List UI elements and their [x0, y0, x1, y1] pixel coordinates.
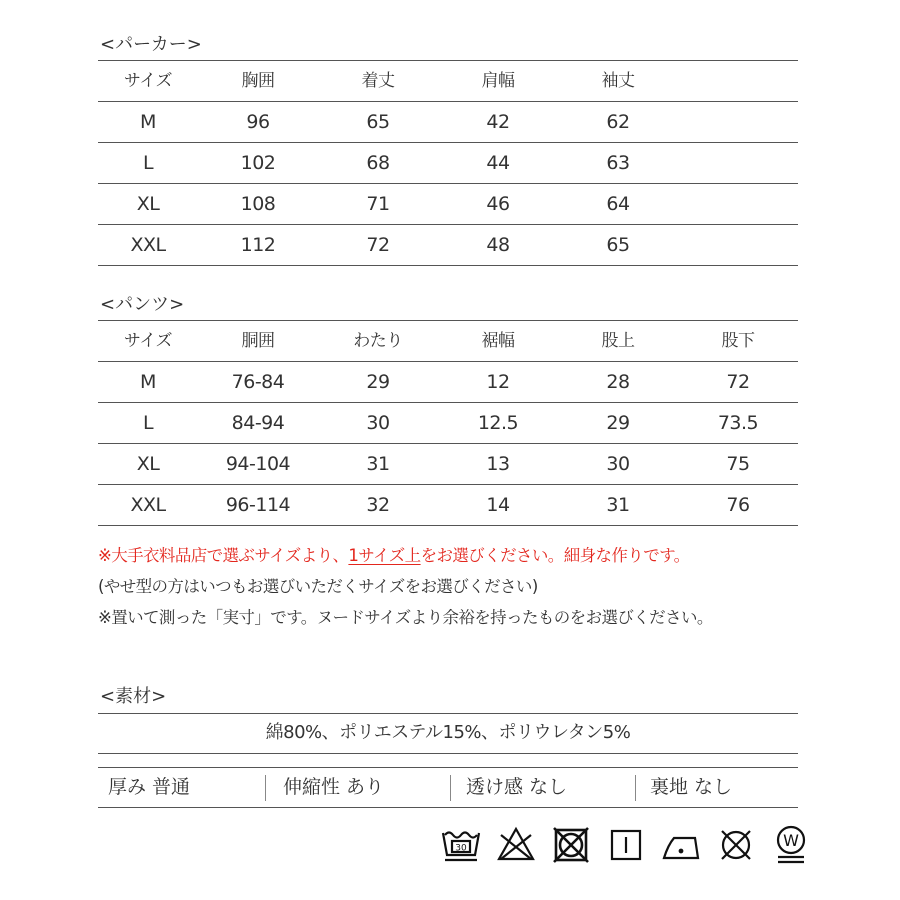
- header-cell: 胴囲: [241, 331, 275, 351]
- cell: 112: [240, 234, 276, 256]
- material-title: <素材>: [100, 686, 167, 707]
- cell: M: [140, 371, 156, 393]
- cell: 73.5: [717, 412, 759, 434]
- header-cell: わたり: [353, 331, 403, 351]
- header-cell: 股下: [721, 331, 755, 351]
- cell: 72: [366, 234, 390, 256]
- cell: 13: [486, 453, 510, 475]
- cell: 29: [366, 371, 390, 393]
- cell: XXL: [130, 234, 166, 256]
- property-stretch: 伸縮性 あり: [283, 776, 385, 798]
- property-thickness: 厚み 普通: [108, 776, 191, 798]
- cell: 65: [606, 234, 630, 256]
- table-row: [98, 184, 798, 225]
- cell: 75: [726, 453, 750, 475]
- cell: 68: [366, 152, 390, 174]
- pants-table: [98, 320, 798, 526]
- cell: 71: [366, 193, 390, 215]
- header-cell: 袖丈: [601, 71, 635, 91]
- property-transparency: 透け感 なし: [466, 776, 568, 798]
- wet-clean-icon: [770, 825, 812, 865]
- cell: 72: [726, 371, 750, 393]
- cell: XL: [136, 453, 160, 475]
- cell: 42: [486, 111, 510, 133]
- header-cell: サイズ: [123, 71, 173, 91]
- note-text: をお選びください。細身な作りです。: [420, 546, 690, 565]
- no-tumble-dry-icon: [550, 825, 592, 865]
- note-emphasis: 1サイズ上: [348, 546, 421, 565]
- cell: 62: [606, 111, 630, 133]
- care-icons: [440, 825, 812, 865]
- cell: 30: [606, 453, 630, 475]
- cell: 12.5: [477, 412, 519, 434]
- header-cell: 胸囲: [241, 71, 275, 91]
- parka-table: [98, 60, 798, 266]
- cell: L: [142, 412, 154, 434]
- cell: 65: [366, 111, 390, 133]
- cell: 96: [246, 111, 270, 133]
- cell: 46: [486, 193, 510, 215]
- cell: 29: [606, 412, 630, 434]
- sizing-note: (やせ型の方はいつもお選びいただくサイズをお選びください): [98, 577, 538, 596]
- pants-title: <パンツ>: [100, 294, 185, 315]
- line-dry-icon: [605, 825, 647, 865]
- cell: 94-104: [225, 453, 291, 475]
- table-header: [98, 60, 798, 102]
- table-row: [98, 362, 798, 403]
- parka-title: <パーカー>: [100, 34, 202, 55]
- cell: 32: [366, 494, 390, 516]
- cell: XXL: [130, 494, 166, 516]
- cell: 76-84: [231, 371, 285, 393]
- table-row: [98, 444, 798, 485]
- cell: M: [140, 111, 156, 133]
- svg-text:W: W: [783, 831, 799, 850]
- iron-low-icon: [660, 825, 702, 865]
- measurement-note: ※置いて測った「実寸」です。ヌードサイズより余裕を持ったものをお選びください。: [98, 608, 713, 627]
- table-row: [98, 403, 798, 444]
- cell: 44: [486, 152, 510, 174]
- note-text: ※大手衣料品店で選ぶサイズより、: [98, 546, 349, 565]
- header-cell: 肩幅: [481, 71, 515, 91]
- header-cell: 着丈: [361, 71, 395, 91]
- header-cell: 股上: [601, 331, 635, 351]
- cell: 102: [240, 152, 276, 174]
- cell: 31: [606, 494, 630, 516]
- table-header: [98, 320, 798, 362]
- cell: 63: [606, 152, 630, 174]
- cell: 64: [606, 193, 630, 215]
- cell: 14: [486, 494, 510, 516]
- cell: 48: [486, 234, 510, 256]
- table-row: [98, 102, 798, 143]
- no-dry-clean-icon: [715, 825, 757, 865]
- property-lining: 裏地 なし: [650, 776, 733, 798]
- cell: XL: [136, 193, 160, 215]
- header-cell: 裾幅: [481, 331, 515, 351]
- material-composition: 綿80%、ポリエステル15%、ポリウレタン5%: [265, 722, 631, 743]
- cell: 76: [726, 494, 750, 516]
- cell: 31: [366, 453, 390, 475]
- cell: 28: [606, 371, 630, 393]
- cell: 84-94: [231, 412, 285, 434]
- cell: 12: [486, 371, 510, 393]
- table-row: [98, 143, 798, 184]
- table-row: [98, 225, 798, 266]
- table-row: [98, 485, 798, 526]
- sizing-note-red: [98, 542, 690, 566]
- no-bleach-icon: [495, 825, 537, 865]
- wash-30-icon: [440, 825, 482, 865]
- cell: 30: [366, 412, 390, 434]
- cell: 96-114: [225, 494, 291, 516]
- cell: 108: [240, 193, 276, 215]
- header-cell: サイズ: [123, 331, 173, 351]
- cell: L: [142, 152, 154, 174]
- svg-text:30: 30: [455, 843, 467, 854]
